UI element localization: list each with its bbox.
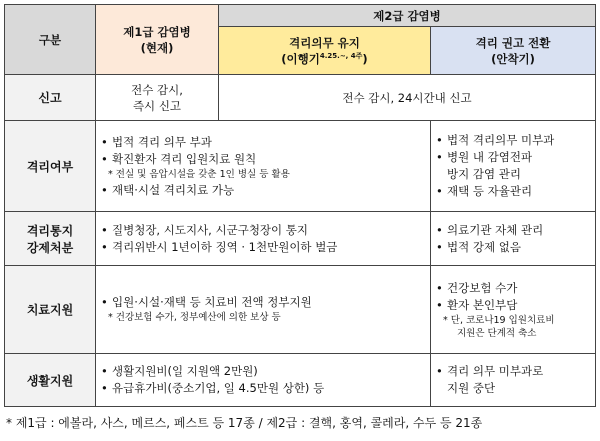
header-class1-title: 제1급 감염병 — [123, 24, 191, 39]
isolation-note: * 전실 및 음압시설을 갖춘 1인 병실 등 활용 — [108, 168, 290, 180]
list-item: • 재택·시설 격리치료 가능 — [100, 182, 426, 199]
header-class2-group: 제2급 감염병 — [219, 5, 596, 27]
list-item: • 격리위반시 1년이하 징역 · 1천만원이하 벌금 — [100, 239, 426, 256]
list-item: • 질병청장, 시도지사, 시군구청장이 통지 — [100, 222, 426, 239]
row-treatment-label: 치료지원 — [5, 266, 96, 354]
row-treatment-recommend — [431, 266, 596, 354]
list-item: • 유급휴가비(중소기업, 일 4.5만원 상한) 등 — [100, 380, 426, 397]
list-item: • 법적 격리의무 미부과 — [435, 132, 591, 149]
row-isolation-main — [96, 121, 431, 212]
list-item: • 재택 등 자율관리 — [435, 183, 591, 200]
report-class1-line2: 즉시 신고 — [132, 98, 182, 113]
header-maintain-sub: (이행기$^{4.25.\sim, 4주}$) — [281, 51, 368, 66]
header-class1 — [96, 5, 219, 75]
list-item: • 격리 의무 미부과로 지원 중단 — [435, 363, 591, 397]
row-report-class2: 전수 감시, 24시간내 신고 — [219, 75, 596, 121]
policy-comparison-table — [4, 4, 596, 407]
row-notice-main — [96, 212, 431, 266]
list-item: • 법적 강제 없음 — [435, 239, 591, 256]
row-report — [5, 75, 596, 121]
footnote: * 제1급 : 에볼라, 사스, 메르스, 페스트 등 17종 / 제2급 : 결핵, 홍역, 콜레라, 수두 등 21종 — [6, 416, 483, 430]
row-living-recommend — [431, 354, 596, 407]
row-notice — [5, 212, 596, 266]
treatment-note: * 건강보험 수가, 정부예산에 의한 보상 등 — [108, 312, 281, 323]
row-isolation — [5, 121, 596, 212]
list-item: • 환자 본인부담 — [435, 297, 591, 314]
list-item: • 입원·시설·재택 등 치료비 전액 정부지원 — [100, 294, 426, 311]
list-item: • 생활지원비(일 지원액 2만원) — [100, 363, 426, 380]
list-item: • 의료기관 자체 관리 — [435, 222, 591, 239]
row-treatment — [5, 266, 596, 354]
row-report-label: 신고 — [5, 75, 96, 121]
header-maintain-title: 격리의무 유지 — [289, 35, 360, 50]
notice-label-line1: 격리통지 — [26, 223, 74, 238]
header-recommend-title: 격리 권고 전환 — [475, 35, 551, 50]
row-isolation-recommend — [431, 121, 596, 212]
row-living-label: 생활지원 — [5, 354, 96, 407]
list-item: • 병원 내 감염전파 방지 감염 관리 — [435, 149, 591, 183]
treatment-recommend-note: * 단, 코로나19 입원치료비 지원은 단계적 축소 — [443, 314, 555, 339]
header-recommend-sub: (안착기) — [491, 51, 535, 66]
list-item: • 확진환자 격리 입원치료 원칙 — [100, 151, 426, 168]
row-living-main — [96, 354, 431, 407]
list-item: • 법적 격리 의무 부과 — [100, 134, 426, 151]
header-class1-sub: (현재) — [140, 40, 174, 55]
header-maintain-isolation — [219, 27, 431, 75]
row-isolation-label: 격리여부 — [5, 121, 96, 212]
header-row-1 — [5, 5, 596, 27]
row-treatment-main — [96, 266, 431, 354]
row-report-class1 — [96, 75, 219, 121]
header-category: 구분 — [5, 5, 96, 75]
header-recommend-isolation — [431, 27, 596, 75]
list-item: • 건강보험 수가 — [435, 280, 591, 297]
report-class1-line1: 전수 감시, — [131, 82, 183, 97]
notice-label-line2: 강제처분 — [26, 240, 74, 255]
row-living — [5, 354, 596, 407]
row-notice-recommend — [431, 212, 596, 266]
row-notice-label — [5, 212, 96, 266]
